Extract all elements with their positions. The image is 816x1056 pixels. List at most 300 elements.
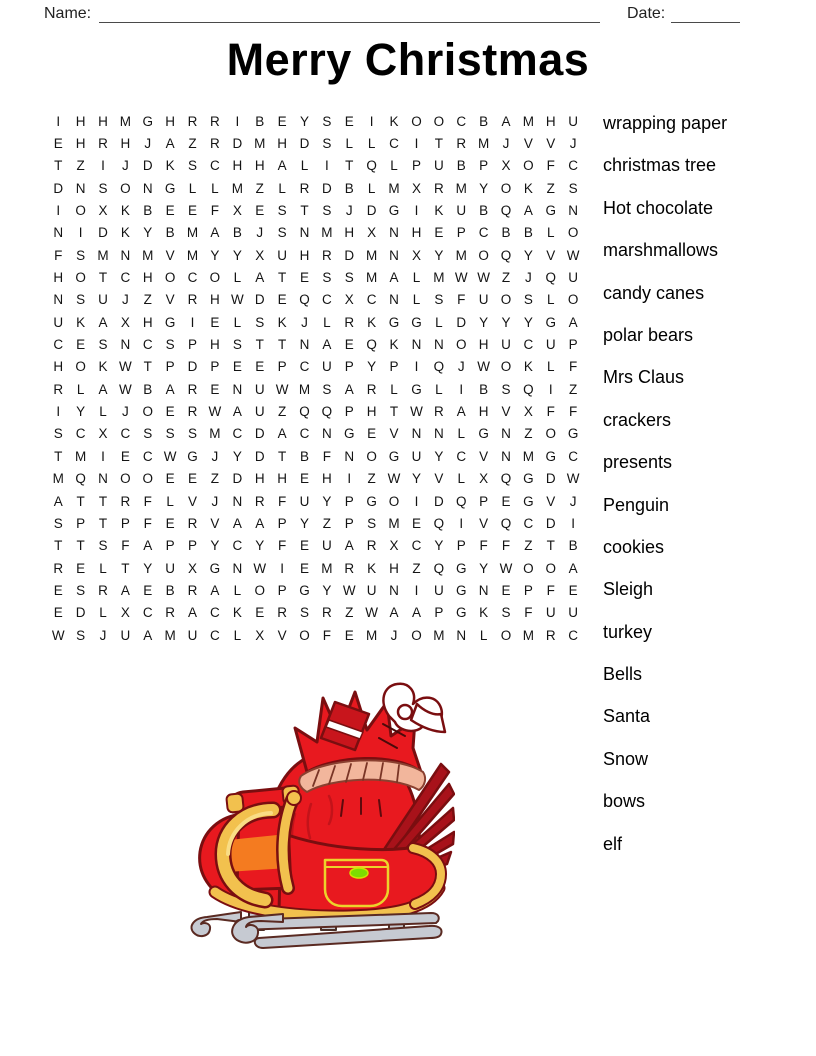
grid-cell: S [98,337,108,353]
grid-cell: T [121,560,130,576]
grid-cell: L [457,471,465,487]
grid-cell: Y [367,359,377,375]
grid-cell: T [143,359,152,375]
grid-cell: E [411,515,421,531]
grid-cell: I [56,113,61,129]
grid-cell: S [568,180,578,196]
grid-cell: L [390,158,398,174]
grid-cell: U [98,292,108,308]
grid-cell: C [187,270,198,286]
grid-cell: E [568,582,578,598]
grid-cell: L [233,627,242,643]
grid-cell: R [277,605,287,621]
grid-cell: A [568,314,578,330]
grid-cell: L [76,381,85,397]
grid-cell: M [186,225,199,241]
grid-cell: H [75,136,86,152]
grid-cell: E [277,292,287,308]
grid-cell: N [389,247,399,263]
grid-cell: D [366,203,377,219]
word-list-item: Hot chocolate [603,197,714,218]
grid-cell: K [367,560,377,576]
grid-cell: G [388,314,400,330]
grid-cell: P [411,158,421,174]
grid-cell: C [322,292,332,308]
grid-cell: K [76,314,86,330]
grid-cell: I [325,158,329,174]
grid-cell: L [457,426,465,442]
grid-cell: E [367,426,377,442]
grid-cell: E [143,582,153,598]
grid-cell: N [120,337,131,353]
grid-cell: N [411,426,422,442]
grid-cell: R [456,136,467,152]
grid-cell: W [118,359,132,375]
grid-cell: U [322,359,332,375]
sleigh-svg [183,676,455,954]
word-list-item: crackers [603,409,672,430]
grid-cell: N [433,426,444,442]
grid-cell: E [76,560,86,576]
grid-cell: F [277,538,287,554]
grid-cell: C [210,605,220,621]
grid-cell: D [232,471,243,487]
grid-cell: Z [255,180,264,196]
grid-cell: X [344,292,354,308]
grid-cell: X [98,426,108,442]
grid-cell: M [52,471,64,487]
date-label: Date: [627,5,666,22]
grid-cell: A [255,270,265,286]
grid-cell: L [547,359,555,375]
grid-cell: O [75,203,86,219]
grid-cell: B [344,180,354,196]
grid-cell: E [277,113,287,129]
grid-cell: J [390,627,398,643]
grid-cell: M [366,270,378,286]
grid-cell: R [433,404,444,420]
grid-cell: X [389,538,399,554]
grid-cell: M [455,247,467,263]
grid-cell: Z [345,605,354,621]
grid-cell: H [277,136,287,152]
grid-cell: A [120,582,130,598]
grid-cell: C [120,426,131,442]
grid-cell: C [210,627,220,643]
grid-cell: O [478,247,489,263]
grid-cell: B [165,225,175,241]
grid-cell: W [477,359,490,375]
grid-cell: X [479,471,489,487]
grid-cell: H [411,225,422,241]
grid-cell: C [120,270,131,286]
grid-cell: D [254,292,265,308]
grid-cell: O [500,292,512,308]
grid-cell: S [53,426,63,442]
grid-cell: J [121,404,129,420]
grid-cell: S [165,337,175,353]
grid-cell: W [118,381,132,397]
grid-cell: S [98,538,108,554]
grid-cell: A [277,158,287,174]
grid-cell: K [232,605,242,621]
grid-cell: Q [366,337,377,353]
grid-cell: B [143,381,153,397]
grid-cell: O [523,158,534,174]
grid-cell: Y [76,404,86,420]
grid-cell: G [164,314,176,330]
grid-cell: M [455,180,467,196]
grid-cell: U [411,448,422,464]
grid-cell: V [546,136,556,152]
grid-cell: U [478,292,489,308]
grid-cell: T [434,136,443,152]
grid-cell: R [299,180,310,196]
grid-cell: E [210,314,220,330]
grid-cell: C [568,448,579,464]
grid-cell: G [567,426,579,442]
grid-cell: B [143,203,153,219]
grid-cell: M [209,426,221,442]
grid-cell: T [389,404,399,420]
grid-cell: W [275,381,289,397]
grid-cell: T [277,337,287,353]
grid-cell: Y [434,538,444,554]
grid-cell: A [389,605,399,621]
grid-cell: O [75,270,86,286]
grid-cell: Z [322,515,331,531]
grid-cell: Q [500,203,512,219]
grid-cell: D [254,448,265,464]
grid-cell: B [456,158,466,174]
grid-cell: J [211,493,219,509]
grid-cell: K [389,337,399,353]
grid-cell: C [366,292,377,308]
grid-cell: Z [412,560,421,576]
grid-cell: K [367,314,377,330]
grid-cell: M [142,247,154,263]
grid-cell: M [119,113,131,129]
grid-cell: S [322,136,332,152]
grid-cell: R [120,493,131,509]
grid-cell: H [120,136,131,152]
grid-cell: A [344,538,354,554]
grid-cell: Y [210,538,220,554]
grid-cell: B [479,113,489,129]
grid-cell: W [230,292,244,308]
grid-cell: B [568,538,578,554]
grid-cell: X [188,560,198,576]
grid-cell: B [299,448,309,464]
grid-cell: R [210,113,220,129]
grid-cell: R [98,136,108,152]
grid-cell: F [143,493,152,509]
grid-cell: X [255,247,265,263]
grid-cell: M [74,448,87,464]
grid-cell: J [211,448,219,464]
grid-cell: L [367,180,376,196]
grid-cell: C [142,605,153,621]
grid-cell: M [522,113,535,129]
word-list-item: marshmallows [603,240,719,261]
grid-cell: R [187,582,198,598]
grid-cell: P [165,538,175,554]
grid-cell: I [571,515,576,531]
grid-cell: L [479,627,488,643]
grid-cell: V [389,426,399,442]
grid-cell: N [53,292,64,308]
grid-cell: Q [500,247,512,263]
grid-cell: H [545,113,556,129]
grid-cell: U [433,158,444,174]
grid-cell: L [390,381,398,397]
grid-cell: H [165,113,176,129]
grid-cell: X [232,203,242,219]
grid-cell: O [500,359,512,375]
grid-cell: F [322,448,331,464]
grid-cell: D [545,471,556,487]
grid-cell: S [322,270,332,286]
grid-cell: L [278,180,286,196]
grid-cell: L [300,158,309,174]
grid-cell: O [120,180,131,196]
grid-cell: W [253,560,267,576]
grid-cell: E [76,337,86,353]
grid-cell: W [342,582,356,598]
grid-cell: L [412,292,421,308]
grid-cell: F [277,493,287,509]
grid-cell: U [545,337,556,353]
grid-cell: Q [433,515,445,531]
grid-cell: K [98,359,108,375]
grid-cell: U [254,404,265,420]
grid-cell: O [545,426,557,442]
grid-cell: U [254,381,265,397]
grid-cell: A [344,381,354,397]
grid-cell: P [479,158,489,174]
grid-cell: I [414,136,419,152]
grid-cell: L [233,270,242,286]
grid-cell: U [120,627,131,643]
grid-cell: R [187,381,198,397]
grid-cell: G [545,448,557,464]
grid-cell: O [433,113,445,129]
grid-cell: R [433,180,444,196]
grid-cell: Z [367,471,376,487]
grid-cell: T [76,493,85,509]
grid-cell: P [210,359,220,375]
grid-cell: E [299,471,309,487]
grid-cell: Y [322,582,332,598]
grid-cell: X [120,605,130,621]
grid-cell: Q [366,158,377,174]
word-list-item: turkey [603,621,653,642]
green-button [350,868,368,878]
grid-cell: M [366,247,378,263]
grid-cell: S [523,292,533,308]
grid-cell: E [232,359,242,375]
grid-cell: S [188,158,198,174]
sleigh-illustration [183,676,455,954]
grid-cell: Y [501,314,511,330]
grid-cell: Y [523,314,533,330]
word-list-item: candy canes [603,282,705,303]
grid-cell: X [367,225,377,241]
grid-cell: W [477,270,490,286]
grid-cell: M [477,136,490,152]
grid-cell: N [75,180,86,196]
grid-cell: G [142,113,154,129]
word-list-item: Mrs Claus [603,367,685,388]
grid-cell: S [232,337,242,353]
grid-cell: W [51,627,65,643]
grid-cell: V [479,515,489,531]
word-list-item: presents [603,452,673,473]
grid-cell: Y [210,247,220,263]
grid-cell: L [99,560,107,576]
grid-cell: Z [501,270,511,286]
grid-cell: C [75,426,86,442]
grid-cell: N [501,426,511,442]
grid-cell: N [411,337,422,353]
grid-cell: O [500,627,512,643]
grid-cell: V [165,292,175,308]
grid-cell: Q [299,404,310,420]
grid-cell: H [210,292,220,308]
grid-cell: L [99,605,107,621]
word-list-item: elf [603,833,623,854]
grid-cell: B [479,381,489,397]
grid-cell: M [366,627,378,643]
grid-cell: G [366,493,377,509]
grid-cell: Y [255,538,265,554]
grid-cell: Z [277,404,287,420]
grid-cell: P [456,538,466,554]
grid-cell: T [76,538,85,554]
grid-cell: S [165,426,175,442]
grid-cell: R [187,515,198,531]
grid-cell: H [210,337,220,353]
grid-cell: E [165,471,175,487]
grid-cell: K [434,203,444,219]
grid-cell: F [322,627,331,643]
grid-cell: N [344,448,355,464]
grid-cell: E [501,493,511,509]
grid-cell: N [98,471,108,487]
grid-cell: F [143,515,152,531]
grid-cell: L [547,292,555,308]
grid-cell: A [232,404,242,420]
grid-cell: O [500,180,512,196]
grid-cell: N [142,180,153,196]
grid-cell: Y [299,113,309,129]
grid-cell: J [256,225,264,241]
grid-cell: Q [545,270,557,286]
grid-cell: K [120,203,130,219]
grid-cell: G [545,314,557,330]
grid-cell: N [299,337,310,353]
grid-cell: G [299,582,310,598]
grid-cell: P [344,515,354,531]
grid-cell: A [210,225,220,241]
grid-cell: C [232,538,243,554]
grid-cell: Y [232,448,242,464]
grid-cell: G [478,426,489,442]
grid-cell: U [501,337,511,353]
grid-cell: S [98,180,108,196]
grid-cell: W [410,404,423,420]
grid-cell: A [411,605,421,621]
grid-cell: U [568,605,579,621]
grid-cell: F [569,359,578,375]
grid-cell: C [568,627,579,643]
grid-cell: H [53,359,64,375]
grid-cell: T [277,448,287,464]
grid-cell: W [566,247,580,263]
grid-cell: E [210,381,220,397]
grid-cell: T [98,493,108,509]
grid-cell: H [389,560,399,576]
grid-cell: A [322,337,332,353]
grid-cell: M [231,180,243,196]
grid-cell: V [188,493,198,509]
grid-cell: O [142,404,154,420]
grid-cell: O [120,471,131,487]
grid-cell: R [98,582,108,598]
grid-cell: L [412,270,421,286]
grid-cell: C [53,337,64,353]
grid-cell: E [188,203,198,219]
grid-cell: I [414,582,419,598]
grid-cell: S [53,515,63,531]
grid-cell: Y [479,314,489,330]
grid-cell: P [277,582,287,598]
grid-cell: F [121,538,130,554]
grid-cell: I [459,381,464,397]
grid-cell: I [280,560,284,576]
grid-cell: R [545,627,556,643]
word-list-item: Sleigh [603,579,654,600]
word-list-item: Bells [603,664,643,685]
grid-cell: S [344,270,354,286]
grid-cell: N [53,225,64,241]
grid-cell: M [97,247,109,263]
grid-cell: Q [455,493,467,509]
grid-cell: G [187,448,198,464]
grid-cell: M [298,381,311,397]
grid-cell: H [254,471,265,487]
grid-cell: R [210,136,220,152]
grid-cell: P [188,538,198,554]
grid-cell: M [433,627,445,643]
grid-cell: C [142,448,153,464]
grid-cell: P [165,359,175,375]
grid-cell: D [545,515,556,531]
grid-cell: G [455,582,467,598]
grid-cell: N [389,292,399,308]
grid-cell: T [54,158,63,174]
grid-cell: B [501,225,511,241]
grid-cell: R [366,381,377,397]
grid-cell: P [389,359,399,375]
grid-cell: W [163,448,177,464]
grid-cell: A [98,381,108,397]
grid-cell: E [344,337,354,353]
word-list-item: wrapping paper [603,113,728,133]
grid-cell: W [454,270,468,286]
grid-cell: C [210,158,220,174]
grid-cell: L [435,314,443,330]
